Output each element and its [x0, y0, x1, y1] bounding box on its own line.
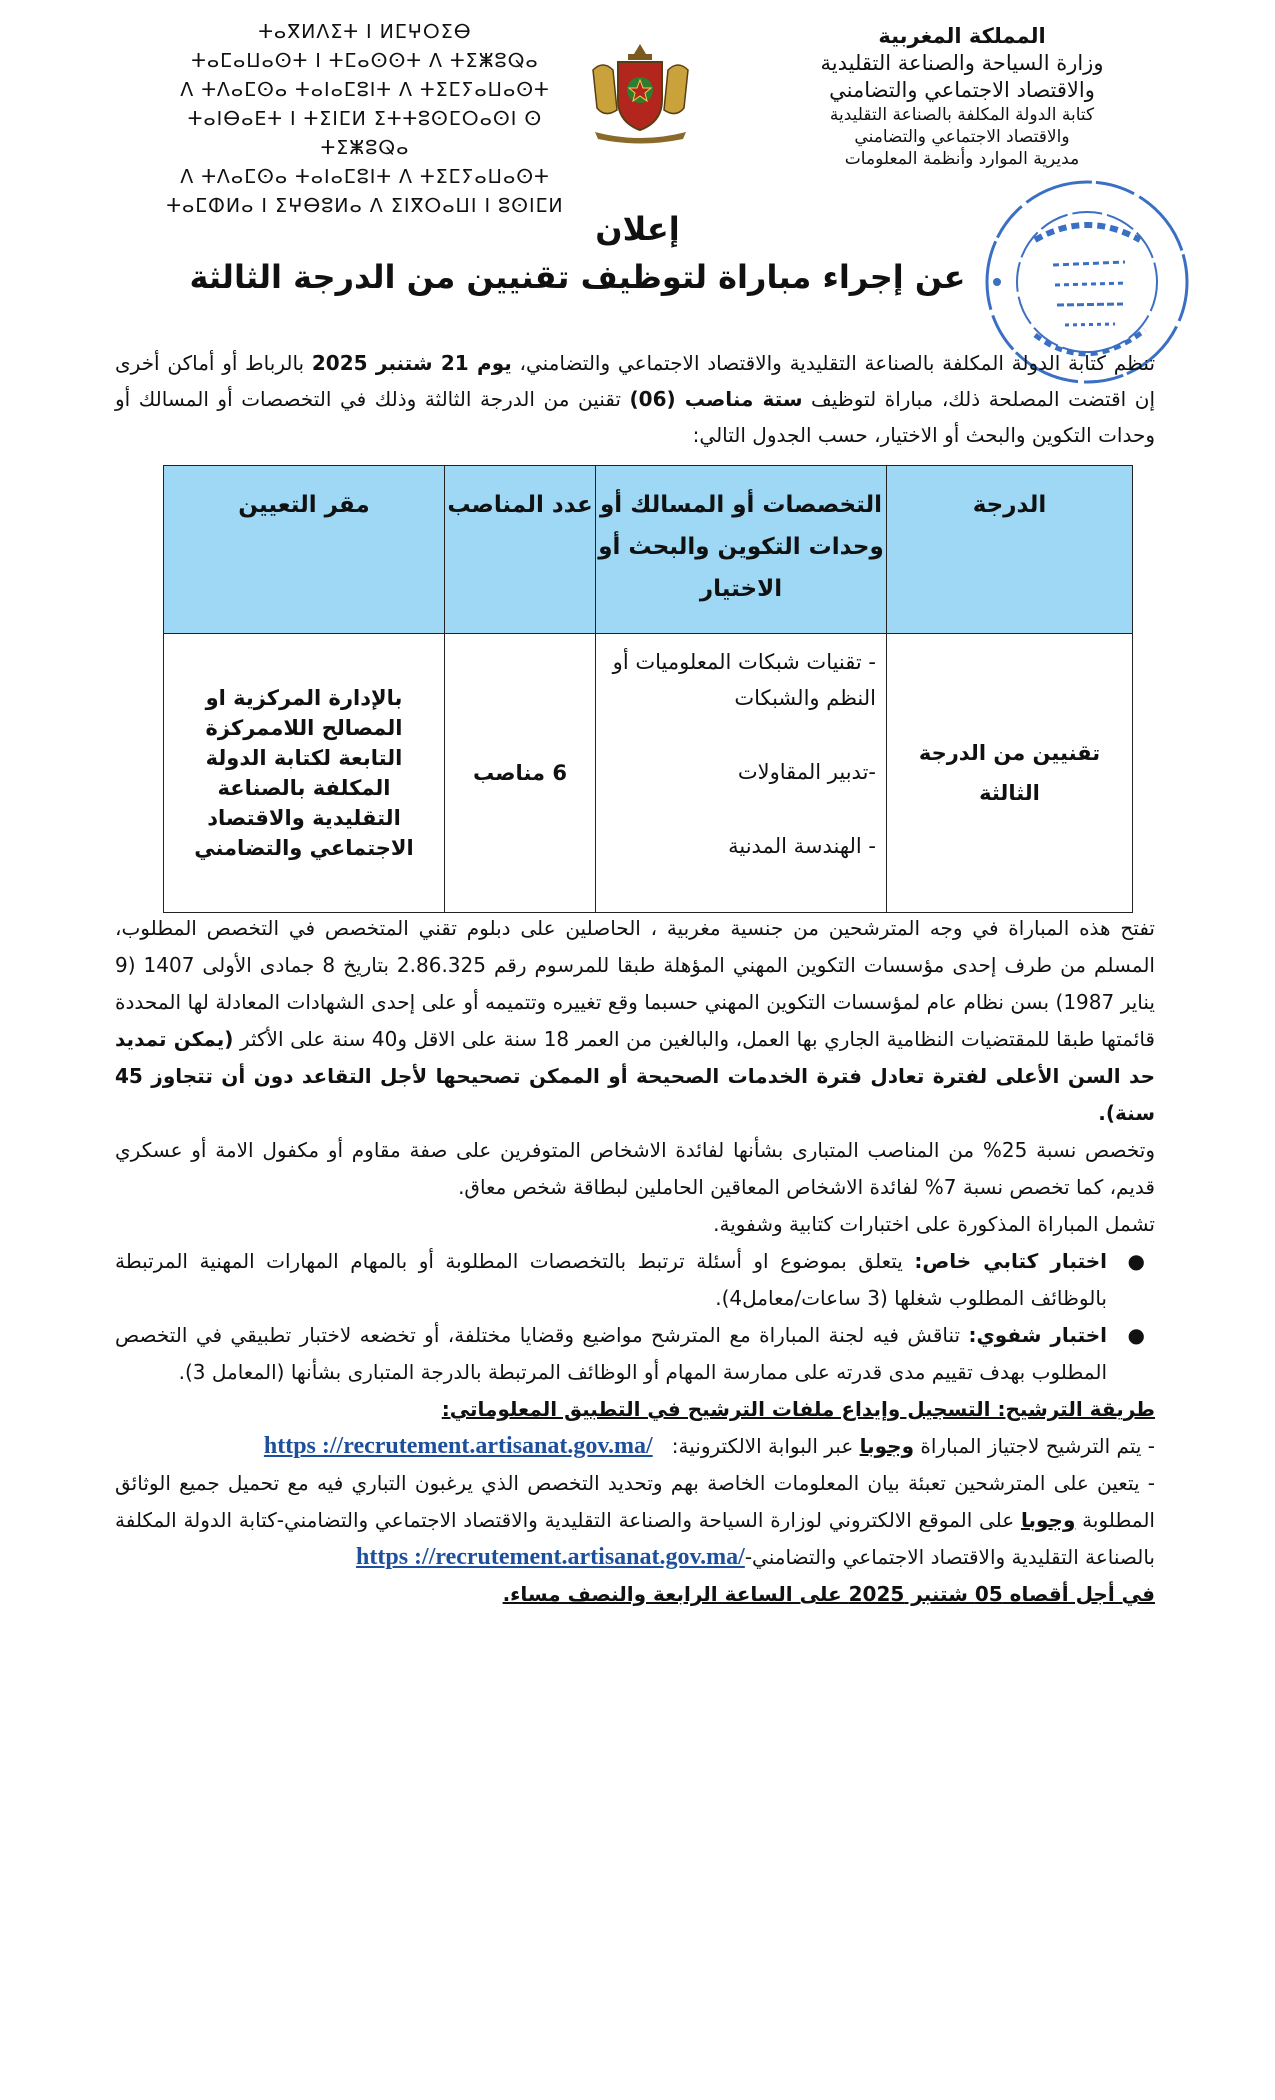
cell-location: بالإدارة المركزية او المصالح اللاممركزة التابعة لكتابة الدولة المكلفة بالصناعة التقليدية والاقتصاد الاجتماعي والتضامني: [164, 634, 445, 913]
table-row: [164, 634, 1133, 913]
secretariat-line2: والاقتصاد الاجتماعي والتضامني: [854, 127, 1070, 147]
exam-label: اختبار شفوي:: [968, 1323, 1107, 1347]
application-line1: [115, 1428, 1155, 1465]
announcement-title: إعلان: [595, 210, 680, 248]
cell-specialties: [596, 634, 887, 913]
tifinagh-line2: ⵜⴰⵎⴰⵡⴰⵙⵜ ⵏ ⵜⵎⴰⵙⵙⵜ ⴷ ⵜⵉⵥⵓⵕⴰ: [191, 50, 539, 72]
application-line2: [115, 1465, 1155, 1576]
eligibility-text: تفتح هذه المباراة في وجه المترشحين من جنسية مغربية ، الحاصلين على دبلوم تقني المتخصص في التخصص المطلوب، المسلم من طرف إحدى مؤسسات التكوين المهني المؤهلة طبقا للمرسوم رقم 2.86.325 بتاريخ 8 جمادى الأولى 1407 (9 يناير 1987) بسن نظام عام لمؤسسات التكوين المهني حسبما وقع تغييره وتتميمه أو على إحدى الشهادات المعادلة لها المحددة قائمتها طبقا للمقتضيات النظامية الجاري بها العمل، والبالغين من العمر 18 سنة على الاقل و40 سنة على الأكثر: [115, 916, 1155, 1051]
announcement-subtitle: عن إجراء مباراة لتوظيف تقنيين من الدرجة الثالثة: [189, 258, 966, 296]
positions-table: [163, 465, 1133, 913]
tifinagh-line6: ⵜⴰⵎⵀⵍⴰ ⵏ ⵉⵖⴱⵓⵍⴰ ⴷ ⵉⵏⴳⵔⴰⵡⵏ ⵏ ⵓⵙⵏⵎⵍ: [166, 195, 564, 217]
kingdom-title: المملكة المغربية: [878, 24, 1046, 48]
application-text: على الموقع الالكتروني لوزارة السياحة والصناعة التقليدية والاقتصاد الاجتماعي والتضامني-كتابة الدولة المكلفة بالصناعة التقليدية والاقتصاد الاجتماعي والتضامني-: [115, 1508, 1155, 1569]
eligibility-paragraph: [115, 910, 1155, 1132]
quota-paragraph: وتخصص نسبة 25% من المناصب المتبارى بشأنها لفائدة الاشخاص المتوفرين على صفة مقاوم أو مكفول الامة أو عسكري قديم، كما تخصص نسبة 7% لفائدة الاشخاص المعاقين الحاملين لبطاقة شخص معاق.: [115, 1138, 1155, 1199]
ministry-header-tifinagh: [165, 18, 565, 221]
bullet-icon: ●: [1127, 1323, 1145, 1347]
exam-text: يتعلق بموضوع او أسئلة ترتبط بالتخصصات المطلوبة أو بالمهام المهارات المهنية المرتبطة بالوظائف المطلوب شغلها (3 ساعات/معامل4).: [115, 1249, 1107, 1310]
coat-of-arms-icon: [583, 40, 698, 145]
ministry-name-line1: وزارة السياحة والصناعة التقليدية: [820, 51, 1104, 75]
header-location: مقر التعيين: [164, 466, 445, 634]
header-specialties: التخصصات أو المسالك أو وحدات التكوين والبحث أو الاختيار: [596, 466, 887, 634]
conditions-section: [115, 910, 1155, 1613]
exam-item-written: [115, 1243, 1155, 1317]
tifinagh-line4: ⵜⴰⵏⴱⴰⴹⵜ ⵏ ⵜⵉⵏⵎⵍ ⵉⵜⵜⵓⵙⵎⵔⴰⵙⵏ ⵙ ⵜⵉⵥⵓⵕⴰ: [187, 108, 543, 159]
application-text: عبر البوابة الالكترونية:: [665, 1434, 860, 1458]
header-count: عدد المناصب: [445, 466, 596, 634]
specialty-item: - تقنيات شبكات المعلوميات أو النظم والشبكات: [612, 650, 876, 710]
intro-text-a: تنظم كتابة الدولة المكلفة بالصناعة التقليدية والاقتصاد الاجتماعي والتضامني،: [511, 351, 1156, 375]
ministry-header-arabic: [767, 22, 1157, 170]
bullet-icon: ●: [1127, 1249, 1145, 1273]
age-extension-note: (يمكن تمديد حد السن الأعلى لفترة تعادل فترة الخدمات الصحيحة أو الممكن تصحيحها لأجل التقاعد دون أن تتجاوز 45 سنة).: [115, 1027, 1155, 1125]
exam-item-oral: [115, 1317, 1155, 1391]
intro-text-c: تقنين من الدرجة الثالثة وذلك في التخصصات أو المسالك أو وحدات التكوين والبحث أو الاختيار، حسب الجدول التالي:: [115, 387, 1155, 447]
ministry-name-line2: والاقتصاد الاجتماعي والتضامني: [829, 78, 1095, 102]
cell-grade: تقنيين من الدرجة الثالثة: [887, 634, 1133, 913]
tifinagh-line5: ⴷ ⵜⴷⴰⵎⵙⴰ ⵜⴰⵏⴰⵎⵓⵏⵜ ⴷ ⵜⵉⵎⵢⴰⵡⴰⵙⵜ: [180, 166, 550, 188]
intro-text-b: بالرباط أو أماكن أخرى إن اقتضت المصلحة ذلك، مباراة لتوظيف: [115, 351, 1156, 411]
secretariat-line1: كتابة الدولة المكلفة بالصناعة التقليدية: [829, 105, 1095, 125]
exam-text: تناقش فيه لجنة المباراة مع المترشح مواضيع وقضايا مختلفة، أو تخضعه لاختبار تطبيقي في التخصص المطلوب بهدف تقييم مدى قدرته على ممارسة المهام أو الوظائف المرتبطة بالدرجة المتبارى بشأنها (المعامل 3).: [115, 1323, 1107, 1384]
deadline: في أجل أقصاه 05 شتنبر 2025 على الساعة الرابعة والنصف مساء.: [502, 1582, 1155, 1606]
competition-date: يوم 21 شتنبر 2025: [311, 351, 512, 375]
tifinagh-line1: ⵜⴰⴳⵍⴷⵉⵜ ⵏ ⵍⵎⵖⵔⵉⴱ: [258, 21, 472, 43]
posts-count: ستة مناصب (06): [629, 387, 803, 411]
application-text: - يتعين على المترشحين تعبئة بيان المعلومات الخاصة بهم وتحديد التخصص الذي يرغبون التباري فيه مع تحميل جميع الوثائق المطلوبة: [115, 1471, 1155, 1532]
application-heading: طريقة الترشيح: التسجيل وإيداع ملفات الترشيح في التطبيق المعلوماتي:: [441, 1397, 1155, 1421]
directorate-name: مديرية الموارد وأنظمة المعلومات: [844, 149, 1080, 169]
specialty-item: - الهندسة المدنية: [728, 834, 876, 858]
application-text: - يتم الترشيح لاجتياز المباراة: [914, 1434, 1155, 1458]
tifinagh-line3: ⴷ ⵜⴷⴰⵎⵙⴰ ⵜⴰⵏⴰⵎⵓⵏⵜ ⴷ ⵜⵉⵎⵢⴰⵡⴰⵙⵜ: [180, 79, 550, 101]
exams-intro: تشمل المباراة المذكورة على اختبارات كتابية وشفوية.: [713, 1212, 1155, 1236]
cell-count: 6 مناصب: [445, 634, 596, 913]
mandatory-word: وجوبا: [1020, 1508, 1076, 1532]
intro-paragraph: [115, 345, 1155, 453]
exam-label: اختبار كتابي خاص:: [914, 1249, 1108, 1273]
specialty-item: -تدبير المقاولات: [737, 760, 876, 784]
table-header-row: [164, 466, 1133, 634]
header-grade: الدرجة: [887, 466, 1133, 634]
recruitment-link[interactable]: https ://recrutement.artisanat.gov.ma/: [263, 1433, 653, 1459]
mandatory-word: وجوبا: [859, 1434, 915, 1458]
recruitment-link[interactable]: https ://recrutement.artisanat.gov.ma/: [356, 1544, 745, 1570]
